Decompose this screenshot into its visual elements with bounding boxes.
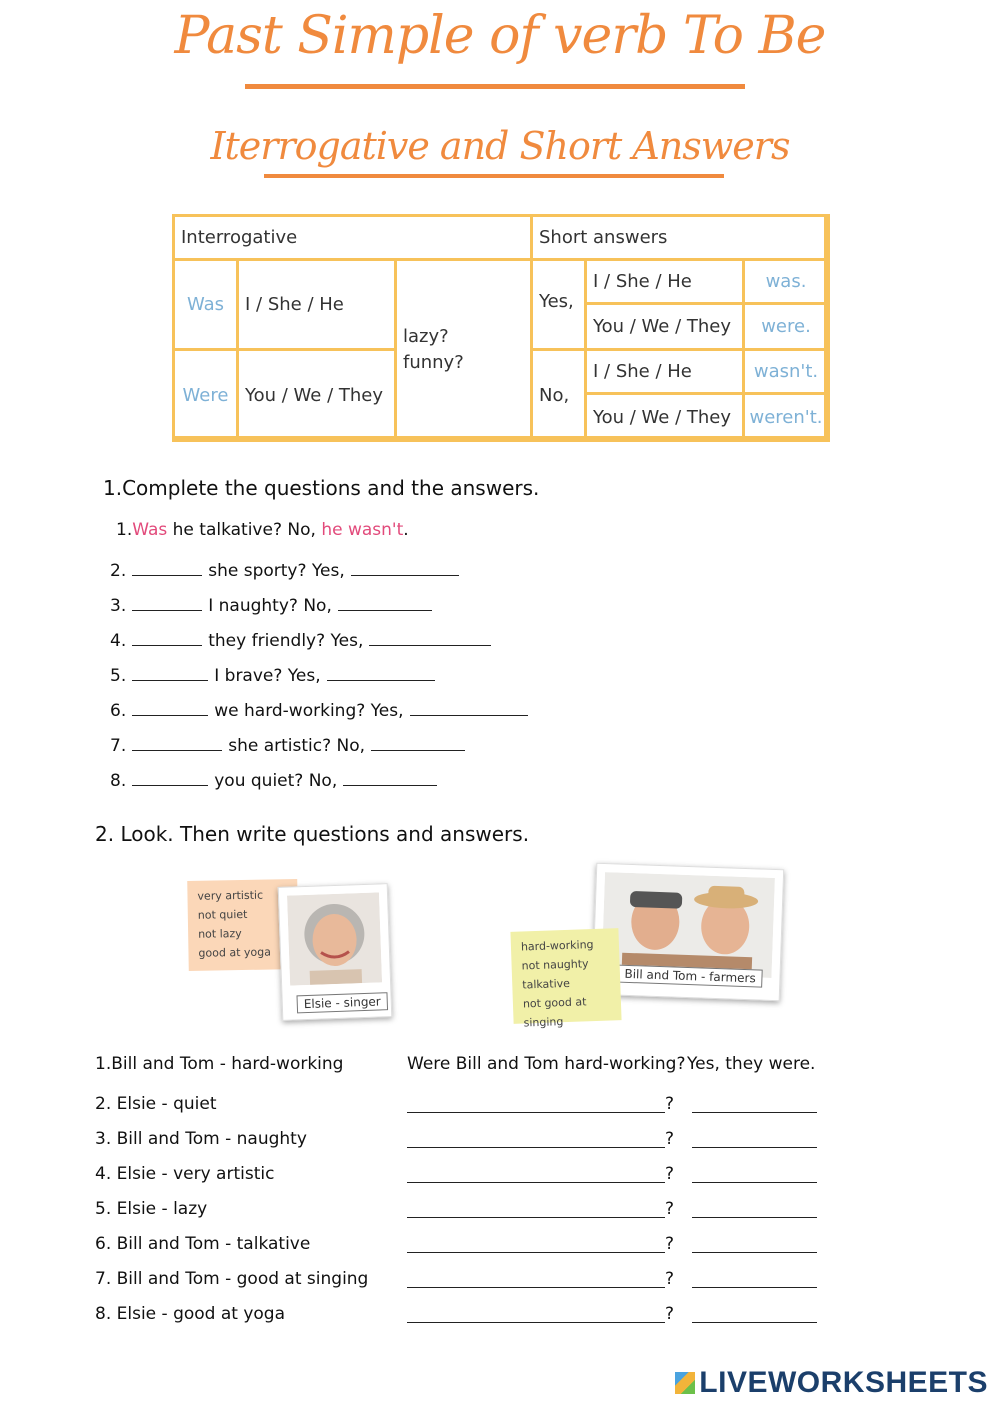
exercise2-row-label: 2. Elsie - quiet [95,1094,217,1114]
exercise1-item-text: you quiet? No, [214,771,338,791]
exercise1-item [110,736,465,756]
exercise1-item [110,666,435,686]
exercise2-question-input[interactable] [407,1322,665,1323]
table-head-interrogative: Interrogative [172,214,533,261]
exercise1-item-num: 5. [110,666,127,686]
exercise2-answer-input[interactable] [692,1147,817,1148]
exercise1-blank-verb[interactable] [132,771,208,786]
exercise2-example-label: 1.Bill and Tom - hard-working [95,1054,344,1074]
exercise1-example [116,520,409,540]
exercise1-item-text: she sporty? Yes, [208,561,345,581]
elsie-note-2: not quiet [197,907,248,922]
exercise1-item [110,701,528,721]
exercise1-item-num: 4. [110,631,127,651]
exercise2-question-input[interactable] [407,1182,665,1183]
exercise2-row-label: 8. Elsie - good at yoga [95,1304,286,1324]
exercise2-question-mark: ? [665,1164,675,1184]
farmers-note-3: talkative [522,976,571,992]
exercise2-answer-input[interactable] [692,1252,817,1253]
exercise2-example-question: Were Bill and Tom hard-working? [407,1054,686,1074]
exercise1-item-num: 3. [110,596,127,616]
exercise1-item [110,596,432,616]
exercise2-question-mark: ? [665,1094,675,1114]
table-head-short-answers: Short answers [530,214,830,261]
example-end: . [403,520,409,540]
example-verb: Was [132,520,168,540]
exercise1-heading: 1.Complete the questions and the answers. [103,476,540,500]
exercise2-example-answer: Yes, they were. [687,1054,816,1074]
exercise2-question-mark: ? [665,1269,675,1289]
exercise1-blank-answer[interactable] [371,736,465,751]
table-answer-subj-2: You / We / They [584,302,745,351]
farmers-note-2: not naughty [521,957,589,973]
table-subj-singular: I / She / He [236,258,397,351]
subtitle-underline [264,174,724,178]
table-no: No, [530,348,587,442]
exercise1-blank-verb[interactable] [132,666,208,681]
exercise1-item [110,771,437,791]
table-answer-val-3: wasn't. [742,348,830,395]
exercise2-question-input[interactable] [407,1147,665,1148]
grammar-table [172,214,827,439]
exercise2-answer-input[interactable] [692,1112,817,1113]
exercise2-heading: 2. Look. Then write questions and answers. [95,822,530,846]
exercise2-row-label: 7. Bill and Tom - good at singing [95,1269,369,1289]
exercise1-item-num: 7. [110,736,127,756]
exercise2-row-label: 4. Elsie - very artistic [95,1164,275,1184]
table-subj-plural: You / We / They [236,348,397,442]
exercise1-blank-answer[interactable] [369,631,491,646]
exercise1-item-num: 6. [110,701,127,721]
example-mid: he talkative? No, [167,520,322,540]
page-title: Past Simple of verb To Be [174,6,826,66]
elsie-note-4: good at yoga [198,945,272,960]
elsie-portrait-icon [287,892,382,985]
farmers-portrait-icon [602,872,775,978]
exercise2-answer-input[interactable] [692,1287,817,1288]
example-num: 1. [116,520,133,540]
exercise1-item-text: she artistic? No, [228,736,366,756]
exercise1-blank-verb[interactable] [132,631,202,646]
exercise1-blank-verb[interactable] [132,701,208,716]
liveworksheets-logo-icon [675,1372,695,1394]
exercise2-row-label: 5. Elsie - lazy [95,1199,208,1219]
table-answer-val-4: weren't. [742,392,830,442]
exercise2-question-mark: ? [665,1129,675,1149]
exercise1-blank-answer[interactable] [351,561,459,576]
elsie-note-3: not lazy [198,927,242,941]
farmers-note-4: not good at singing [522,995,587,1030]
elsie-note-1: very artistic [197,888,264,903]
exercise2-question-input[interactable] [407,1217,665,1218]
table-adjectives: lazy? funny? [394,258,533,442]
farmers-caption: Bill and Tom - farmers [617,965,763,988]
page-subtitle: Iterrogative and Short Answers [210,124,790,168]
exercise2-question-mark: ? [665,1304,675,1324]
table-answer-val-1: was. [742,258,830,305]
table-answer-val-2: were. [742,302,830,351]
table-answer-subj-4: You / We / They [584,392,745,442]
exercise1-item-text: I naughty? No, [208,596,332,616]
exercise2-question-mark: ? [665,1199,675,1219]
exercise1-blank-verb[interactable] [132,736,222,751]
exercise2-question-input[interactable] [407,1112,665,1113]
table-yes: Yes, [530,258,587,351]
exercise1-blank-answer[interactable] [327,666,435,681]
elsie-caption: Elsie - singer [296,992,388,1013]
exercise1-blank-answer[interactable] [338,596,432,611]
table-answer-subj-1: I / She / He [584,258,745,305]
exercise2-question-input[interactable] [407,1287,665,1288]
liveworksheets-logo [675,1366,988,1400]
title-underline [245,84,745,89]
farmers-photo [592,863,784,1001]
farmers-note [510,928,621,1030]
exercise2-row-label: 6. Bill and Tom - talkative [95,1234,311,1254]
exercise2-question-mark: ? [665,1234,675,1254]
exercise1-item-num: 2. [110,561,127,581]
exercise2-question-input[interactable] [407,1252,665,1253]
exercise2-answer-input[interactable] [692,1322,817,1323]
exercise1-item-text: we hard-working? Yes, [214,701,404,721]
exercise1-item [110,631,491,651]
farmers-note-1: hard-working [520,938,594,954]
exercise2-row-label: 3. Bill and Tom - naughty [95,1129,307,1149]
table-was: Was [172,258,239,351]
exercise1-blank-verb[interactable] [132,596,202,611]
exercise2-answer-input[interactable] [692,1217,817,1218]
example-answer: he wasn't [321,520,404,540]
exercise1-blank-answer[interactable] [343,771,437,786]
exercise1-item-text: they friendly? Yes, [208,631,364,651]
exercise1-item [110,561,459,581]
exercise1-item-text: I brave? Yes, [214,666,321,686]
exercise1-blank-verb[interactable] [132,561,202,576]
table-answer-subj-3: I / She / He [584,348,745,395]
exercise2-answer-input[interactable] [692,1182,817,1183]
elsie-photo [278,883,393,1021]
exercise1-blank-answer[interactable] [410,701,528,716]
exercise1-item-num: 8. [110,771,127,791]
table-were: Were [172,348,239,442]
brand-text: LIVEWORKSHEETS [699,1366,988,1399]
